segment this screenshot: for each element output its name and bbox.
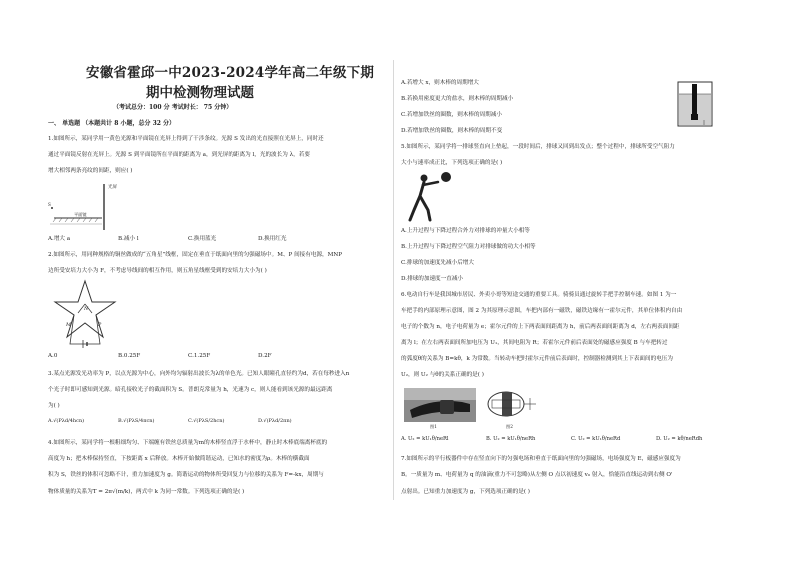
q6-option-a: A. U₂ = kU₁θ/neRl <box>401 436 449 442</box>
q1-line-2: 通过平面镜反射在光屏上。光源 S 到平面镜所在平面的距离为 a，到光屏的距离为 l，光的波长为 λ，若要 <box>48 152 310 158</box>
q2-option-a: A.0 <box>48 353 58 359</box>
q4-line-3: 积为 S，铁丝的体积可忽略不计，重力加速度为 g。简谐运动的物体所受回复力与位移的关系为 F=-kx，周期与 <box>48 472 324 478</box>
q3-option-c: C.√(PλS/2hcn) <box>188 418 225 424</box>
exam-meta: （考试总分：100 分 考试时长： 75 分钟） <box>113 104 233 111</box>
q1-option-d: D.换用红光 <box>258 236 287 242</box>
q1-mirror-label: 平面镜 <box>74 212 87 217</box>
q4-cup-figure <box>676 80 716 130</box>
q3-option-b: B.√(PλS/4πcn) <box>118 418 155 424</box>
q4-option-a: A.若增大 x，则木棒的周期增大 <box>401 80 479 86</box>
q2-option-b: B.0.25F <box>118 353 141 359</box>
q6-option-b: B. U₂ = kU₁θ/neRh <box>486 436 536 442</box>
title-line-2: 期中检测物理试题 <box>146 85 254 101</box>
q6-line-5: 的弧度θ的关系为 B=kθ，k 为常数。当转动车把时霍尔元件前后表面时，控制器检测到其上下表面间的电压为 <box>401 356 673 362</box>
q5-line-1: 5.如图所示，某同学将一排球竖直向上垫起，一段时间后，排球又回到出发点；整个过程中，排球所受空气阻力 <box>401 144 675 150</box>
q4-line-2: 高度为 h；把木棒保持竖直，下按距离 x 后释放。木棒开始做简谐运动，已知水的密度为ρ。木棒的横截面 <box>48 456 310 462</box>
q5-volleyball-figure <box>404 170 454 222</box>
q1-screen-label: 光屏 <box>108 185 117 190</box>
column-divider <box>393 60 394 500</box>
q4-option-b: B.若换用密度更大的盐水，则木棒的周期减小 <box>401 96 514 102</box>
q2-label-n: N <box>84 307 89 312</box>
q2-line-1: 2.如图所示，用同种规格的铜丝做成的“五角星”线框，固定在垂直于纸面向里的匀强磁场中。M、P 间接有电源，MNP <box>48 252 343 258</box>
q6-principle-diagram <box>484 388 542 420</box>
q3-line-1: 3.某点光源发光功率为 P，以点光源为中心，向外均匀辐射出波长为λ的单色光。已知人眼瞳孔直径约为d，若在每秒进入n <box>48 371 350 377</box>
q6-fig2-label: 图2 <box>506 424 513 429</box>
q2-option-c: C.1.25F <box>188 353 211 359</box>
q4-option-d: D.若增加铁丝的圈数，则木棒的周期不变 <box>401 128 503 134</box>
title-line-1: 安徽省霍邱一中2023-2024学年高二年级下期 <box>86 65 375 81</box>
q1-line-3: 增大相邻两条亮纹的间距，则应( ) <box>48 168 133 174</box>
q1-option-a: A.增大 a <box>48 236 71 242</box>
q2-label-m: M <box>66 323 71 328</box>
q6-line-1: 6.电动自行车是我国城市居民、外卖小哥等短途交通的重要工具。骑骑员通过旋转手把手控制车速。如图 1 为一 <box>401 292 677 298</box>
q3-line-2: 个光子时即可感知到光源。暗孔接收光子的截面积为 S。普朗克常量为 h，光速为 c，则人能看到该光源的最远距离 <box>48 387 333 393</box>
q2-label-p: P <box>98 323 102 328</box>
q3-option-a: A.√(Pλd/4hcn) <box>48 418 85 424</box>
q5-option-d: D.排球的加速度一直减小 <box>401 276 464 282</box>
q6-option-d: D. U₂ = kθ/neRdh <box>656 436 703 442</box>
q6-fig1-label: 图1 <box>430 424 437 429</box>
q3-option-d: D.√(Pλd/2πn) <box>258 418 292 424</box>
q3-line-3: 为( ) <box>48 403 60 409</box>
q5-option-b: B.上升过程与下降过程空气阻力对排球做的功大小相等 <box>401 244 536 250</box>
q2-line-2: 边所受安培力大小为 F，不考虑导线间的相互作用，则五角星线框受到的安培力大小为( ) <box>48 268 267 274</box>
q4-line-1: 4.如图所示，某同学将一根粗细均匀、下端缠有铁丝总质量为m的木棒竖直浮于水杯中，静止时木棒底端离杯底的 <box>48 440 328 446</box>
q5-line-2: 大小与速率成正比，下列选项正确的是( ) <box>401 160 503 166</box>
q4-line-4: 物体质量的关系为T = 2π√(m/k)，两式中 k 为同一常数。下列选项正确的是( ) <box>48 489 245 495</box>
q1-option-c: C.换用蓝光 <box>188 236 217 242</box>
q1-option-b: B.减小 l <box>118 236 139 242</box>
q6-option-c: C. U₂ = kU₁θ/neRd <box>571 436 621 442</box>
q6-line-4: 离为 l；在左右两表面间所加电压为 U₁，其间电阻为 R；若霍尔元件前后表面处的磁感应强度 B 与车把转过 <box>401 340 668 346</box>
q1-line-1: 1.如图所示，某同学用一黄色光源和平面镜在光屏上得到了干涉条纹。光源 S 发出的光直接照在光屏上，同时还 <box>48 136 324 142</box>
section-single-choice: 一、 单选题 （本题共计 8 小题，总分 32 分） <box>48 120 176 127</box>
q5-option-a: A.上升过程与下降过程合外力对排球的冲量大小相等 <box>401 228 530 234</box>
q7-line-1: 7.如图所示的平行板器件中存在竖直向下的匀强电场和垂直于纸面向里的匀强磁场，电场强度为 E，磁感应强度为 <box>401 456 681 462</box>
q4-option-c: C.若增加铁丝的圈数，则木棒的周期减小 <box>401 112 502 118</box>
q5-option-c: C.排球的加速度先减小后增大 <box>401 260 474 266</box>
q6-line-6: U₂，则 U₂ 与θ的关系正确的是( ) <box>401 372 484 378</box>
q6-line-2: 车把手的内部原理示意图，图 2 为其原理示意图，车把内部有一磁铁，磁铁边缘有一霍尔元件，其单位体积内自由 <box>401 308 683 314</box>
q2-option-d: D.2F <box>258 353 272 359</box>
q6-line-3: 电子的个数为 n，电子电荷量为 e；霍尔元件的上下两表面间距离为 h，前后两表面间距离为 d，左右两表面间距 <box>401 324 680 330</box>
q7-line-3: 点射出。已知重力加速度为 g，下列选项正确的是( ) <box>401 489 530 495</box>
q1-source-label: S <box>48 202 51 207</box>
q6-handlebar-photo <box>404 388 476 422</box>
q7-line-2: B。一质量为 m、电荷量为 q 的油滴(重力不可忽略)从左侧 O 点以初速度 v₀ 射入，恰能沿直线运动到右侧 O' <box>401 472 673 478</box>
